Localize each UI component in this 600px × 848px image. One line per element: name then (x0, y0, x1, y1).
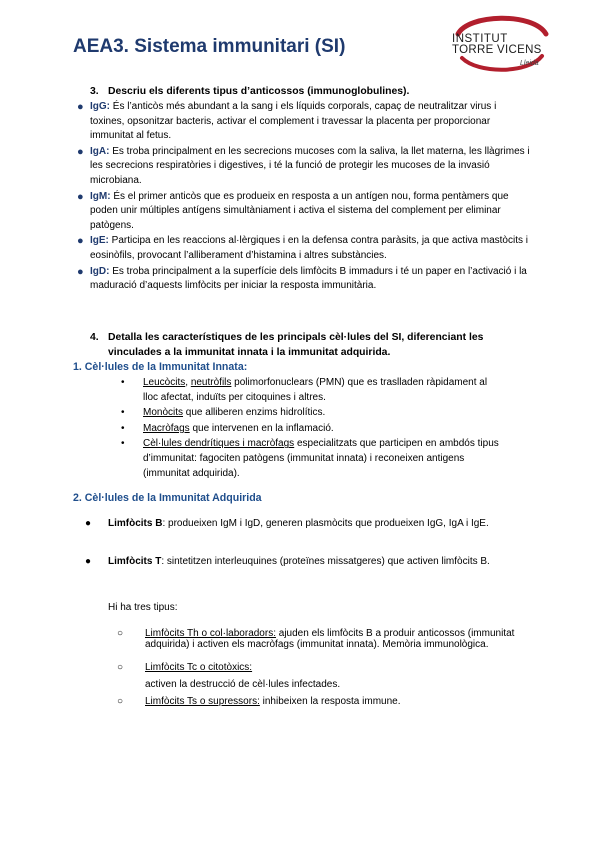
bullet-icon: ● (85, 556, 92, 567)
question-3-number: 3. (90, 86, 99, 97)
list-item (117, 628, 530, 650)
logo-line1: INSTITUT (452, 33, 508, 45)
cell-text: especialitzats que participen en ambdós tipus d’immunitat: fagociten patògens (immunitat innata) i reconeixen antigens (immunitat adquirida). (143, 438, 499, 479)
bullet-icon: • (121, 407, 125, 419)
antibody-text: Es troba principalment a la superfície dels limfòcits B immadurs i té un paper en l’activació i la maduració d’aquests limfòcits per iniciar la resposta immunitària. (90, 265, 527, 292)
bullet-icon: • (121, 422, 125, 434)
subtype-text: ajuden els limfòcits B a produir anticossos (immunitat adquirida) i activen els macròfags (immunitat innata). Memòria immunològica. (145, 628, 515, 650)
cell-text: polimorfonuclears (PMN) que es traslladen ràpidament al lloc afectat, induïts per citoquines i altres. (143, 377, 488, 403)
school-logo (438, 12, 558, 76)
list-item (77, 265, 530, 294)
list-item (121, 406, 503, 421)
page-title: AEA3. Sistema immunitari (SI) (73, 36, 346, 57)
list-item (117, 662, 530, 673)
antibody-key: IgA: (90, 145, 110, 157)
list-item (121, 437, 503, 481)
cell-term: Leucòcits (143, 377, 186, 388)
list-item (85, 514, 528, 534)
list-item (121, 422, 503, 437)
subtype-name: Limfòcits Ts o supressors: (145, 696, 260, 707)
innate-heading: 1. Cèl·lules de la Immunitat Innata: (73, 361, 248, 373)
circle-bullet-icon: ○ (117, 696, 124, 707)
list-item (77, 145, 530, 189)
antibody-text: És l’anticòs més abundant a la sang i els líquids corporals, capaç de neutralitzar virus i toxines, opsonitzar bacteris, activar el complement i travessar la placenta per proporcionar immunitat al fetus. (90, 101, 497, 142)
logo-sub: Lleida (520, 60, 539, 67)
term-separator: , (185, 377, 191, 388)
antibody-key: IgG: (90, 101, 110, 112)
bullet-icon: • (121, 438, 125, 450)
question-4-line2: vinculades a la immunitat innata i la immunitat adquirida. (108, 347, 391, 358)
cell-term: neutròfils (190, 377, 232, 388)
question-3-text: Descriu els diferents tipus d’anticossos (immunoglobulines). (108, 86, 410, 97)
types-intro: Hi ha tres tipus: (108, 602, 178, 613)
cell-text: : sintetitzen interleuquines (proteïnes missatgeres) que activen limfòcits B. (161, 556, 490, 567)
cell-text: que alliberen enzims hidrolítics. (183, 407, 326, 419)
antibody-text: Es troba principalment en les secrecions mucoses com la saliva, la llet materna, les llàgrimes i les secrecions respiratòries i digestives, i té la funció de protegir les mucoses de la invasió microbiana. (90, 145, 530, 186)
list-item (85, 552, 528, 572)
bullet-icon: ● (77, 235, 84, 248)
list-item (77, 190, 530, 234)
bullet-icon: ● (85, 518, 92, 529)
subtype-name: Limfòcits Tc o citotòxics: (145, 662, 253, 673)
cell-text: : produeixen IgM i IgD, generen plasmòcits que produeixen IgG, IgA i IgE. (162, 518, 489, 529)
antibody-key: IgD: (90, 265, 110, 277)
bullet-icon: ● (77, 265, 84, 278)
antibody-key: IgE: (90, 235, 109, 247)
subtype-text: inhibeixen la resposta immune. (259, 696, 401, 707)
bullet-icon: ● (77, 101, 84, 113)
list-item (77, 234, 530, 263)
list-item (77, 100, 530, 144)
bullet-icon: ● (77, 145, 84, 158)
bullet-icon: ● (77, 190, 84, 203)
innate-list (121, 376, 503, 482)
logo-line2: TORRE VICENS (452, 44, 542, 56)
cell-term: Monòcits (143, 407, 184, 419)
antibody-key: IgM: (90, 190, 111, 202)
subtype-name: Limfòcits Th o col·laboradors: (145, 628, 276, 639)
bullet-icon: • (121, 377, 125, 388)
question-4-number: 4. (90, 332, 99, 343)
antibody-list (77, 100, 530, 295)
list-item (121, 376, 503, 405)
cell-text: que intervenen en la inflamació. (189, 422, 334, 434)
acquired-heading: 2. Cèl·lules de la Immunitat Adquirida (73, 492, 262, 504)
question-4-line1: Detalla les característiques de les principals cèl·lules del SI, diferenciant les (108, 332, 484, 343)
list-item (117, 696, 530, 707)
antibody-text: És el primer anticòs que es produeix en resposta a un antígen nou, forma pentàmers que poden unir múltiples antígens simultàniament i activa el sistema del complement per eliminar patògens. (90, 190, 509, 231)
circle-bullet-icon: ○ (117, 628, 124, 639)
cell-key: Limfòcits T (108, 556, 162, 567)
subtype-detail: activen la destrucció de cèl·lules infectades. (145, 679, 341, 690)
cell-key: Limfòcits B (108, 518, 163, 529)
antibody-text: Participa en les reaccions al·lèrgiques i en la defensa contra paràsits, ja que activa mastòcits i eosinòfils, provocant l’alliberament d’histamina i altres substàncies. (90, 235, 528, 261)
cell-term: Cèl·lules dendrítiques i macròfags (143, 438, 295, 450)
cell-term: Macròfags (143, 422, 190, 434)
circle-bullet-icon: ○ (117, 662, 124, 673)
